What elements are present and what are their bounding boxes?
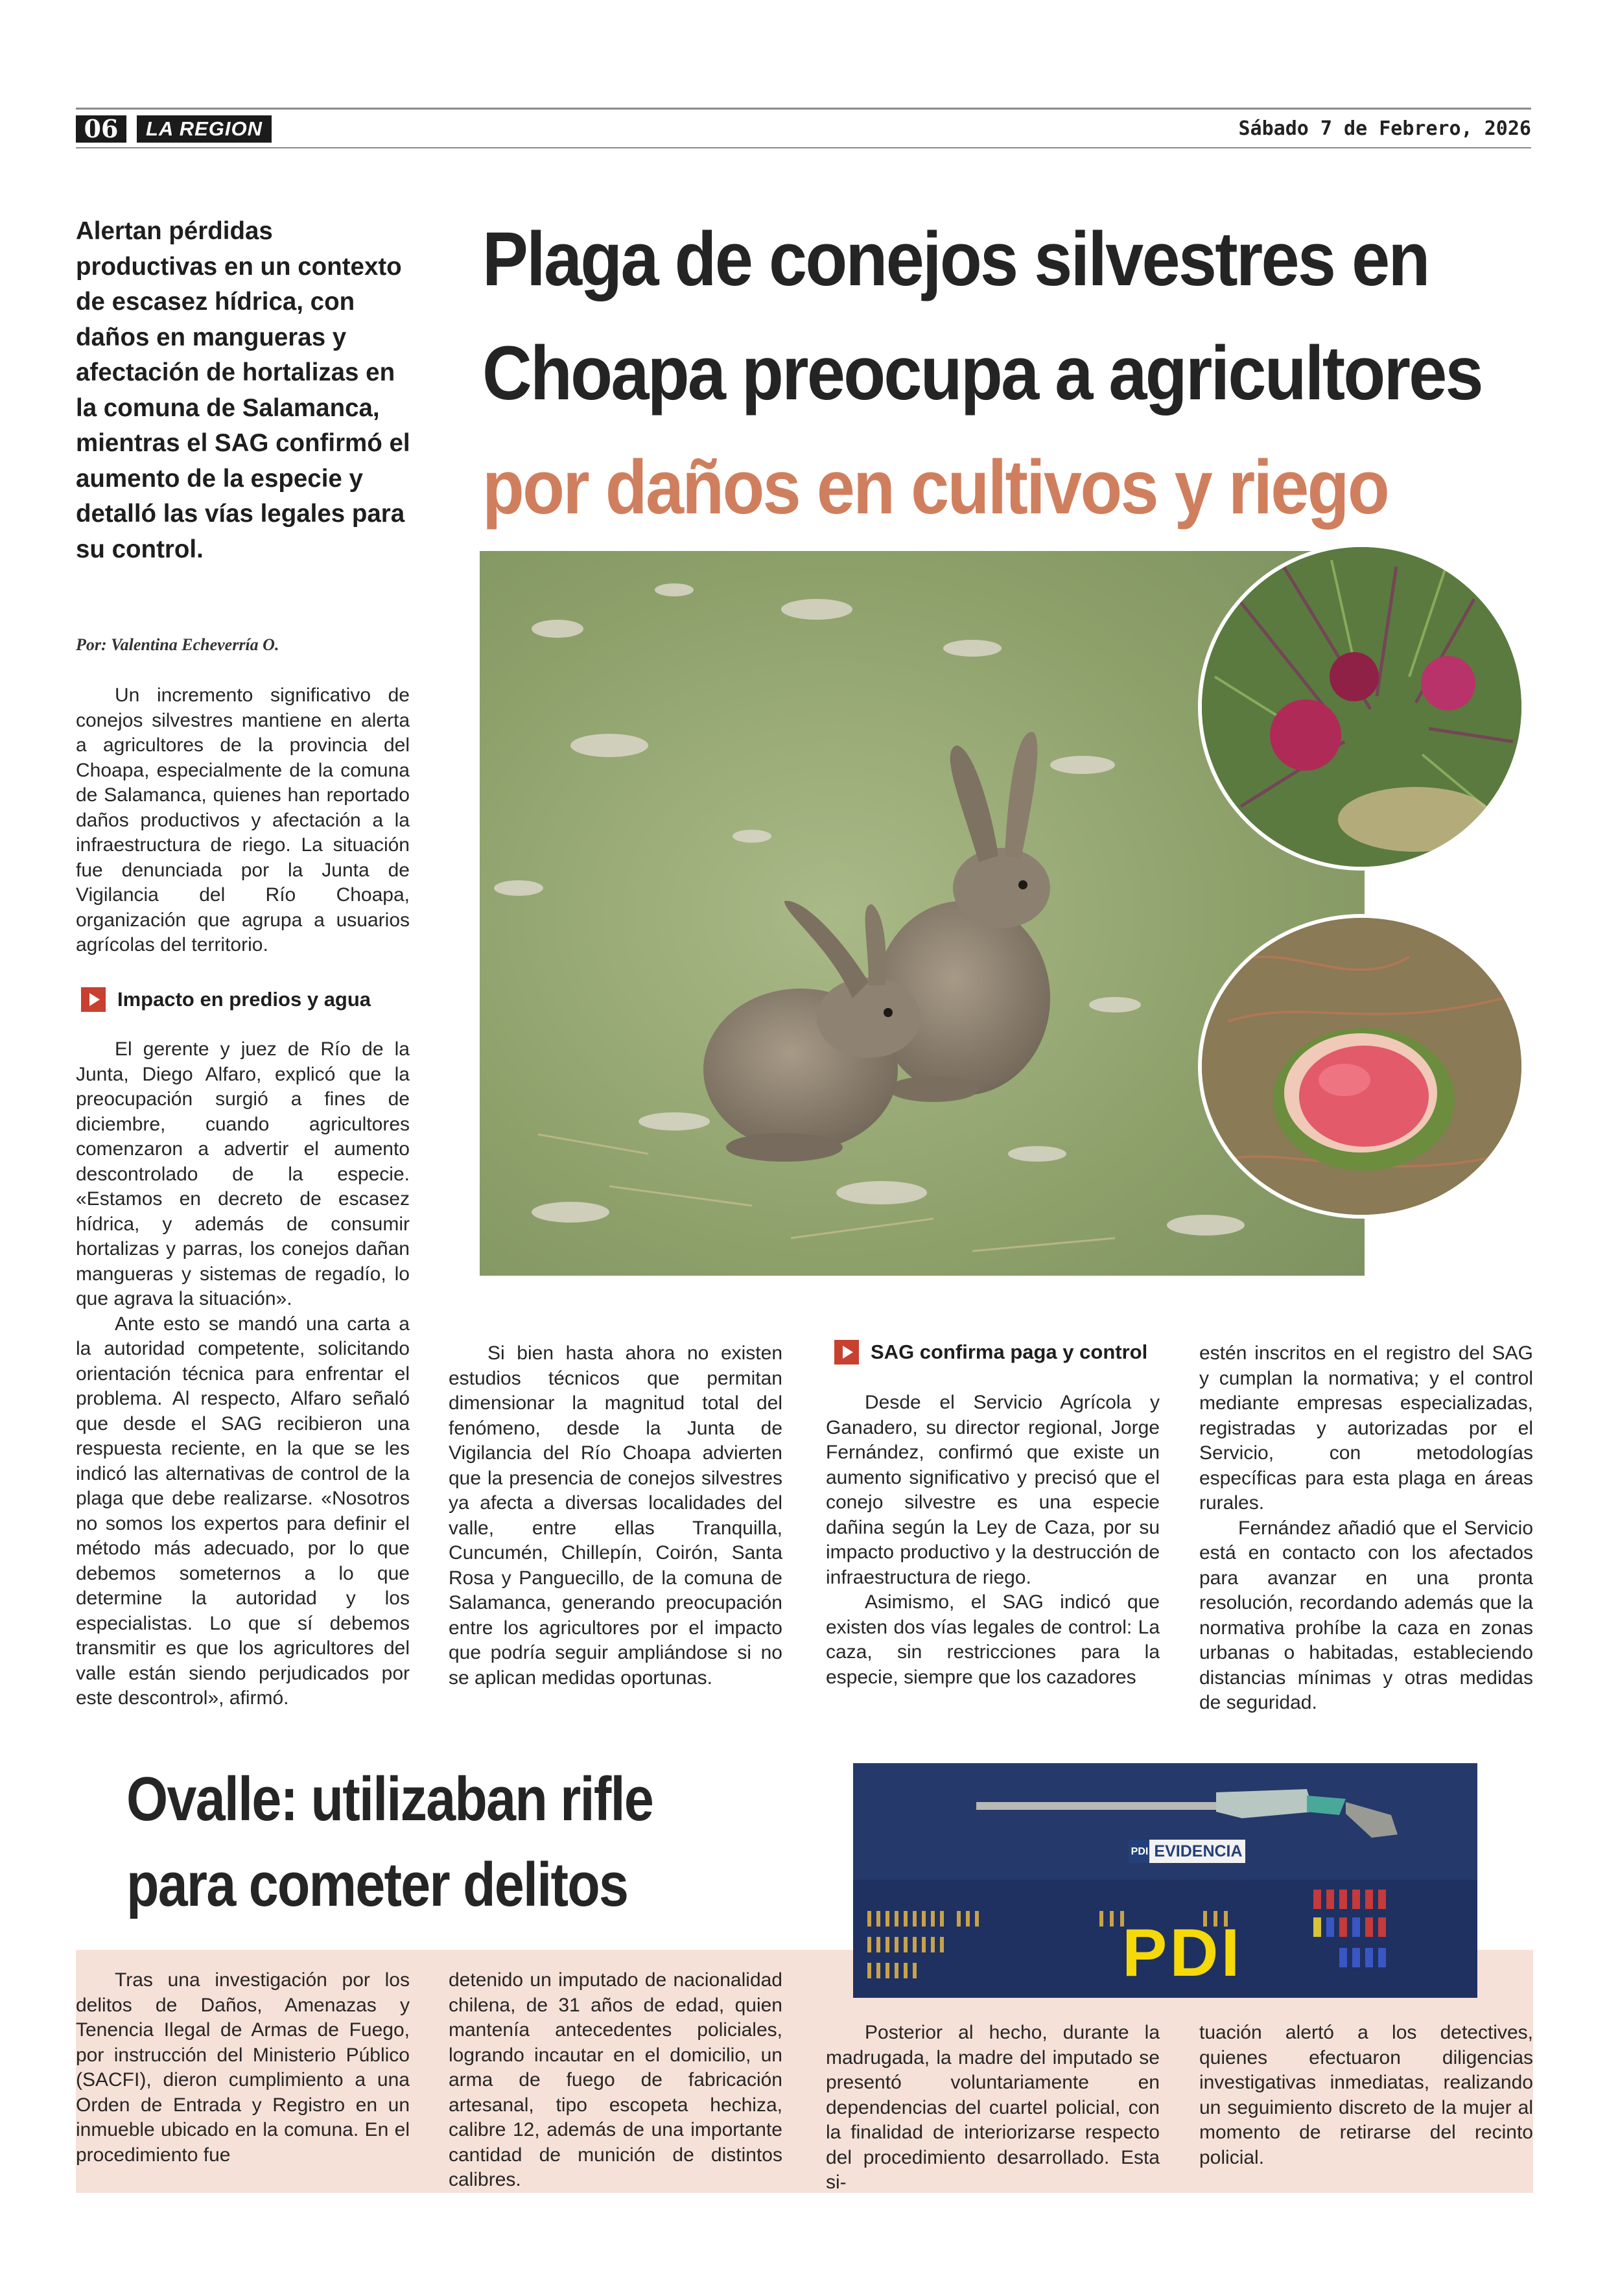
watermelon-illustration <box>1202 918 1525 1219</box>
subhead-sag <box>834 1340 1147 1365</box>
paragraph: Desde el Servicio Agrícola y Ganadero, su director regional, Jorge Fernández, confirmó que existe un aumento significativo y precisó que el conejo silvestre es una especie dañina según la Ley de Caza, por su impacto productivo y la destrucción de infraestructura de riego. <box>826 1392 1160 1588</box>
paragraph: Ante esto se mandó una carta a la autoridad competente, solicitando orientación técnica para enfrentar el problema. Al respecto, Alfaro señaló que desde el SAG recibieron una respuesta reciente, en la que se les indicó las alternativas de control de la plaga que debe realizarse. «Nosotros no somos los expertos para definir el método más adecuado, por lo que debemos someternos a lo que determine la autoridad y los especialistas. Lo que sí debemos transmitir es que los agricultores del valle están siendo perjudicados por este descontrol», afirmó. <box>76 1313 410 1709</box>
pdi-badge: PDI <box>1131 1846 1149 1857</box>
beets-illustration <box>1202 547 1525 871</box>
article-headline <box>482 202 1482 545</box>
headline-line-2: Choapa preocupa a agricultores <box>482 331 1482 416</box>
column-2 <box>449 1341 782 1691</box>
paragraph: detenido un imputado de nacionalidad chilena, de 31 años de edad, quien mantenía antecedentes policiales, logrando incautar en el domicilio, un arma de fuego de fabricación artesanal, tipo escopeta hechiza, calibre 12, además de una importante cantidad de munición de distintos calibres. <box>449 1969 782 2190</box>
second-story-column-1 <box>76 1968 410 2168</box>
second-story-column-4 <box>1199 2021 1533 2170</box>
evidence-label: EVIDENCIA <box>1154 1842 1243 1860</box>
pdi-logo-text: PDI <box>1122 1915 1243 1991</box>
watermelon-damage-photo <box>1198 914 1525 1219</box>
header-bottom-rule <box>76 147 1531 148</box>
header-top-rule <box>76 108 1531 110</box>
column-4 <box>1199 1341 1533 1716</box>
paragraph: tuación alertó a los detectives, quienes efectuaron diligencias investigativas inmediatas, realizando un seguimiento discreto de la mujer al momento de retirarse del recinto policial. <box>1199 2022 1533 2168</box>
second-story-column-2 <box>449 1968 782 2193</box>
paragraph: Asimismo, el SAG indicó que existen dos vías legales de control: La caza, sin restricciones para la especie, siempre que los cazadores <box>826 1591 1160 1688</box>
paragraph: Fernández añadió que el Servicio está en contacto con los afectados para avanzar en una pronta resolución, recordando además que la normativa prohíbe la caza en zonas urbanas o habitadas, estableciendo distancias mínimas y otras medidas de seguridad. <box>1199 1517 1533 1713</box>
second-story-column-3 <box>826 2021 1160 2196</box>
subhead-impacto <box>81 987 371 1012</box>
headline-line-3: por daños en cultivos y riego <box>482 445 1388 530</box>
red-arrow-icon <box>81 987 106 1012</box>
red-arrow-icon <box>834 1340 859 1365</box>
subhead-label: Impacto en predios y agua <box>117 988 371 1011</box>
issue-date: Sábado 7 de Febrero, 2026 <box>1238 117 1531 140</box>
column-1-top <box>76 683 410 958</box>
paragraph: Si bien hasta ahora no existen estudios técnicos que permitan dimensionar la magnitud total del fenómeno, desde la Junta de Vigilancia del Río Choapa advierten que la presencia de conejos silvestres ya afecta a diversas localidades del valle, entre ellas Tranquilla, Cuncumén, Chillepín, Coirón, Santa Rosa y Panguecillo, de la comuna de Salamanca, generando preocupación entre los agricultores por el impacto que podría seguir ampliándose si no se aplican medidas oportunas. <box>449 1342 782 1689</box>
column-1-bottom <box>76 1037 410 1711</box>
byline: Por: Valentina Echeverría O. <box>76 635 279 654</box>
paragraph: Un incremento significativo de conejos silvestres mantiene en alerta a agricultores de la provincia del Choapa, especialmente de la comuna de Salamanca, quienes han reportado daños productivos y afectación a la infraestructura de riego. La situación fue denunciada por la Junta de Vigilancia del Río Choapa, organización que agrupa a usuarios agrícolas del territorio. <box>76 685 410 955</box>
newspaper-name: LA REGION <box>137 115 272 143</box>
paragraph: Posterior al hecho, durante la madrugada, la madre del imputado se presentó voluntariamente en dependencias del cuartel policial, con la finalidad de interiorizarse respecto del procedimiento desarrollado. Esta si- <box>826 2022 1160 2193</box>
headline-line-1: Ovalle: utilizaban rifle <box>126 1764 653 1834</box>
paragraph: El gerente y juez de Río de la Junta, Diego Alfaro, explicó que la preocupación surgió a fines de diciembre, cuando agricultores comenzaron a advertir el aumento descontrolado de la especie. «Estamos en decreto de escasez hídrica, y además de consumir hortalizas y parras, los conejos dañan mangueras y sistemas de regadío, lo que agrava la situación». <box>76 1038 410 1309</box>
page-number: 06 <box>76 115 126 143</box>
paragraph: estén inscritos en el registro del SAG y cumplan la normativa; y el control mediante empresas especializadas, registradas y autorizadas por el Servicio, con metodologías específicas para esta plaga en áreas rurales. <box>1199 1342 1533 1514</box>
second-story-headline <box>126 1757 653 1928</box>
headline-line-1: Plaga de conejos silvestres en <box>482 217 1429 302</box>
article-lead: Alertan pérdidas productivas en un contexto de escasez hídrica, con daños en mangueras y afectación de hortalizas en la comuna de Salamanca, mientras el SAG confirmó el aumento de la especie y detalló las vías legales para su control. <box>76 217 410 563</box>
paragraph: Tras una investigación por los delitos de Daños, Amenazas y Tenencia Ilegal de Armas de Fuego, por instrucción del Ministerio Público (SACFI), dieron cumplimiento a una Orden de Entrada y Registro en un inmueble ubicado en la comuna. En el procedimiento fue <box>76 1969 410 2166</box>
subhead-label: SAG confirma paga y control <box>871 1341 1148 1363</box>
headline-line-2: para cometer delitos <box>126 1850 628 1919</box>
beet-damage-photo <box>1198 543 1525 871</box>
column-3 <box>826 1390 1160 1690</box>
pdi-evidence-photo <box>853 1763 1477 1998</box>
